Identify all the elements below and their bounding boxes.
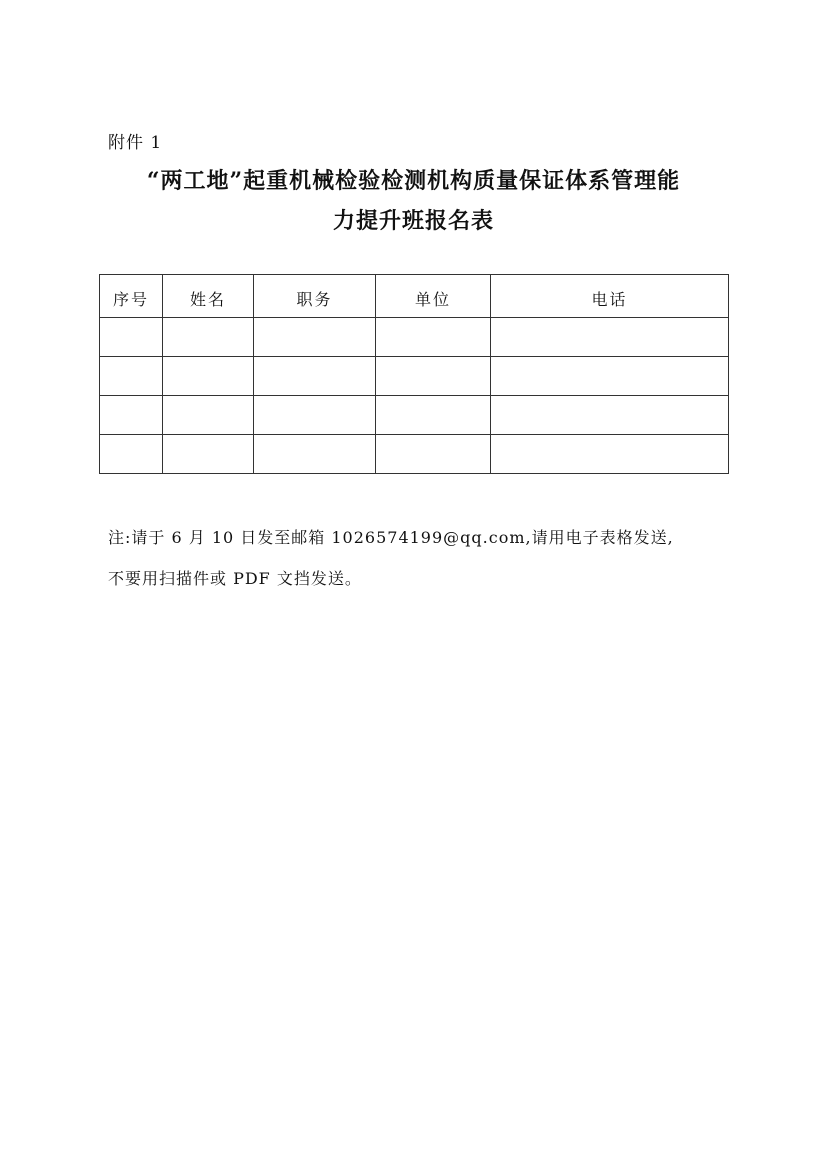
table-cell bbox=[491, 318, 729, 357]
table-cell bbox=[376, 357, 491, 396]
table-cell bbox=[100, 435, 163, 474]
table-cell bbox=[100, 318, 163, 357]
document-title-line-2: 力提升班报名表 bbox=[332, 208, 494, 234]
document-title-line-1: “两工地”起重机械检验检测机构质量保证体系管理能 bbox=[146, 168, 681, 194]
table-cell bbox=[376, 396, 491, 435]
table-cell bbox=[254, 396, 376, 435]
header-serial-number: 序号 bbox=[100, 275, 163, 318]
table-cell bbox=[163, 357, 254, 396]
attachment-label: 附件 1 bbox=[108, 133, 163, 153]
table-cell bbox=[100, 396, 163, 435]
table-cell bbox=[491, 357, 729, 396]
header-organization: 单位 bbox=[376, 275, 491, 318]
table-cell bbox=[163, 396, 254, 435]
table-row bbox=[100, 318, 729, 357]
table-row bbox=[100, 396, 729, 435]
note-line-2: 不要用扫描件或 PDF 文挡发送。 bbox=[108, 569, 362, 588]
table-row bbox=[100, 435, 729, 474]
header-phone: 电话 bbox=[491, 275, 729, 318]
table-cell bbox=[376, 435, 491, 474]
table-cell bbox=[100, 357, 163, 396]
table-cell bbox=[254, 357, 376, 396]
table-cell bbox=[376, 318, 491, 357]
table-cell bbox=[254, 435, 376, 474]
table-row bbox=[100, 357, 729, 396]
header-position: 职务 bbox=[254, 275, 376, 318]
table-cell bbox=[491, 396, 729, 435]
table-cell bbox=[254, 318, 376, 357]
table-cell bbox=[491, 435, 729, 474]
signup-table bbox=[99, 274, 729, 474]
table-cell bbox=[163, 435, 254, 474]
note-line-1: 注:请于 6 月 10 日发至邮箱 1026574199@qq.com,请用电子表格发送, bbox=[108, 528, 674, 547]
table-cell bbox=[163, 318, 254, 357]
header-name: 姓名 bbox=[163, 275, 254, 318]
table-header-row bbox=[100, 275, 729, 318]
